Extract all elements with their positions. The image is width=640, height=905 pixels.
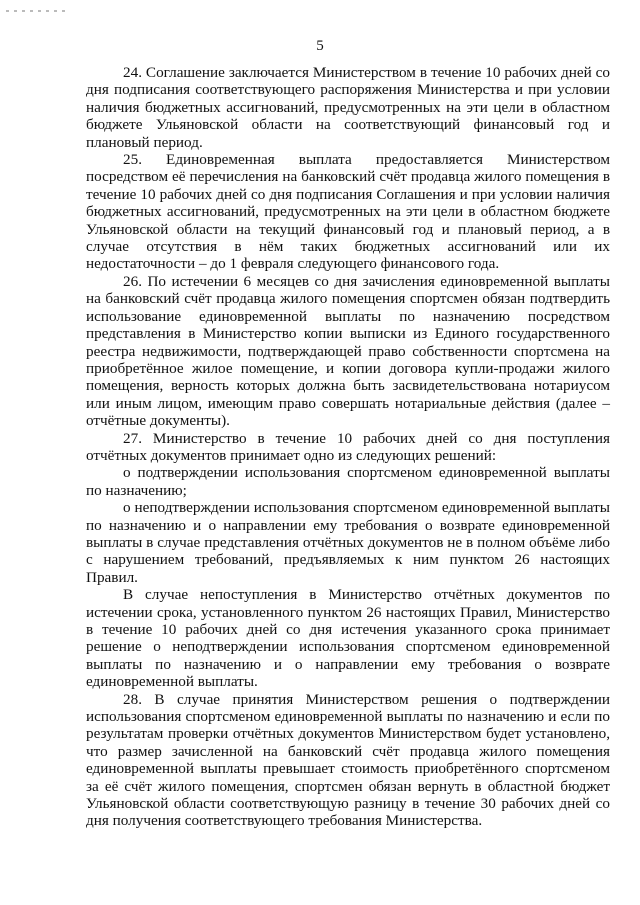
paragraph-25: 25. Единовременная выплата предоставляется Министерством посредством её перечисления на банковский счёт продавца жилого помещения в течение 10 рабочих дней со дня подписания Соглашения и при условии наличия бюджетных ассигнований, предусмотренных на эти цели в областном бюджете Ульяновской области на текущий финансовый год и плановый период, а в случае отсутствия в нём таких бюджетных ассигнований или их недостаточности – до 1 февраля следующего финансового года. [86, 151, 610, 273]
paragraph-27-no-documents: В случае непоступления в Министерство отчётных документов по истечении срока, установленного пунктом 26 настоящих Правил, Министерство в течение 10 рабочих дней со дня истечения указанного срока принимает решение о неподтверждении использования спортсменом единовременной выплаты по назначению и о направлении ему требования о возврате единовременной выплаты. [86, 586, 610, 691]
scan-artifact [6, 10, 66, 12]
paragraph-26: 26. По истечении 6 месяцев со дня зачисления единовременной выплаты на банковский счёт продавца жилого помещения спортсмен обязан подтвердить использование единовременной выплаты по назначению посредством представления в Министерство копии выписки из Единого государственного реестра недвижимости, подтверждающей право собственности спортсмена на приобретённое жилое помещение, и копии договора купли-продажи жилого помещения, верность которых должна быть засвидетельствована нотариусом или иным лицом, имеющим право совершать нотариальные действия (далее – отчётные документы). [86, 272, 610, 430]
paragraph-24: 24. Соглашение заключается Министерством в течение 10 рабочих дней со дня подписания соответствующего распоряжения Министерства и при условии наличия бюджетных ассигнований, предусмотренных на эти цели в областном бюджете Ульяновской области на соответствующий финансовый год и плановый период. [86, 64, 610, 151]
document-body [86, 64, 610, 830]
paragraph-27-option-confirm: о подтверждении использования спортсменом единовременной выплаты по назначению; [86, 464, 610, 499]
paragraph-27-option-reject: о неподтверждении использования спортсменом единовременной выплаты по назначению и о направлении ему требования о возврате единовременной выплаты в случае представления отчётных документов не в полном объёме либо с нарушением требований, предъявляемых к ним пунктом 26 настоящих Правил. [86, 499, 610, 586]
paragraph-27: 27. Министерство в течение 10 рабочих дней со дня поступления отчётных документов принимает одно из следующих решений: [86, 429, 610, 464]
page-number: 5 [316, 38, 324, 54]
paragraph-28: 28. В случае принятия Министерством решения о подтверждении использования спортсменом единовременной выплаты по назначению и если по результатам проверки отчётных документов Министерством будет установлено, что размер зачисленной на банковский счёт продавца жилого помещения единовременной выплаты превышает стоимость приобретённого спортсменом за её счёт жилого помещения, спортсмен обязан вернуть в областной бюджет Ульяновской области соответствующую разницу в течение 30 рабочих дней со дня получения соответствующего требования Министерства. [86, 690, 610, 830]
